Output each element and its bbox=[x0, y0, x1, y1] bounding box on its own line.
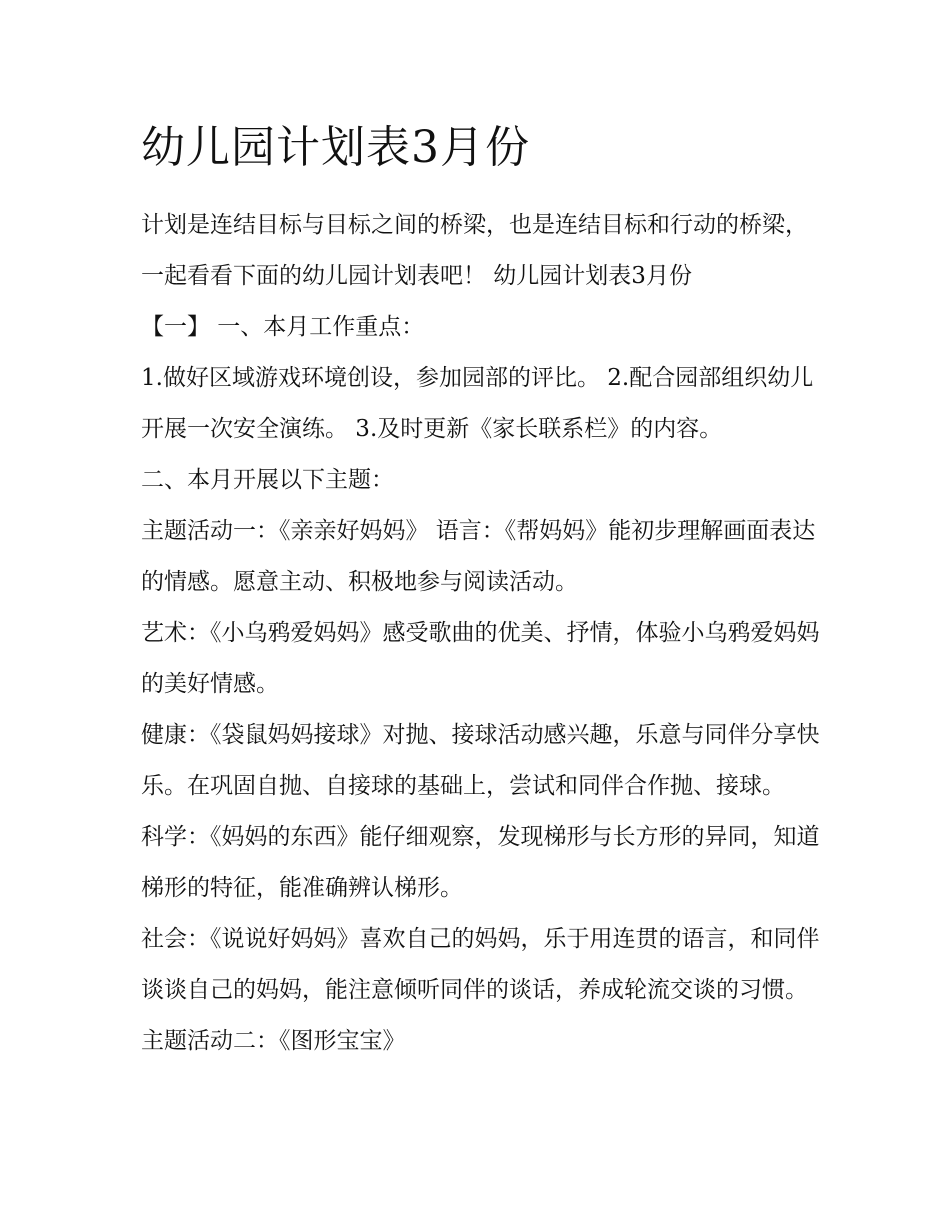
document-title: 幼儿园计划表3月份 bbox=[141, 122, 530, 173]
paragraph-theme-one-language: 主题活动一：《亲亲好妈妈》 语言：《帮妈妈》能初步理解画面表达的情感。愿意主动、积极地参与阅读活动。 bbox=[141, 518, 816, 595]
paragraph-work-focus: 1.做好区域游戏环境创设，参加园部的评比。 2.配合园部组织幼儿开展一次安全演练。 3.及时更新《家长联系栏》的内容。 bbox=[141, 365, 814, 442]
paragraph-section-two-heading: 二、本月开展以下主题： bbox=[141, 467, 394, 493]
paragraph-art: 艺术：《小乌鸦爱妈妈》感受歌曲的优美、抒情，体验小乌鸦爱妈妈的美好情感。 bbox=[141, 620, 820, 697]
paragraph-science: 科学：《妈妈的东西》能仔细观察，发现梯形与长方形的异同，知道梯形的特征，能准确辨认梯形。 bbox=[141, 824, 820, 901]
paragraph-health: 健康：《袋鼠妈妈接球》对抛、接球活动感兴趣，乐意与同伴分享快乐。在巩固自抛、自接球的基础上，尝试和同伴合作抛、接球。 bbox=[141, 722, 820, 799]
paragraph-society: 社会：《说说好妈妈》喜欢自己的妈妈，乐于用连贯的语言，和同伴谈谈自己的妈妈，能注意倾听同伴的谈话，养成轮流交谈的习惯。 主题活动二：《图形宝宝》 bbox=[141, 926, 820, 1054]
paragraph-section-one-heading: 【一】 一、本月工作重点： bbox=[141, 314, 425, 340]
paragraph-intro: 计划是连结目标与目标之间的桥梁，也是连结目标和行动的桥梁，一起看看下面的幼儿园计划表吧！ 幼儿园计划表3月份 bbox=[141, 212, 808, 289]
document-page bbox=[141, 118, 821, 1067]
